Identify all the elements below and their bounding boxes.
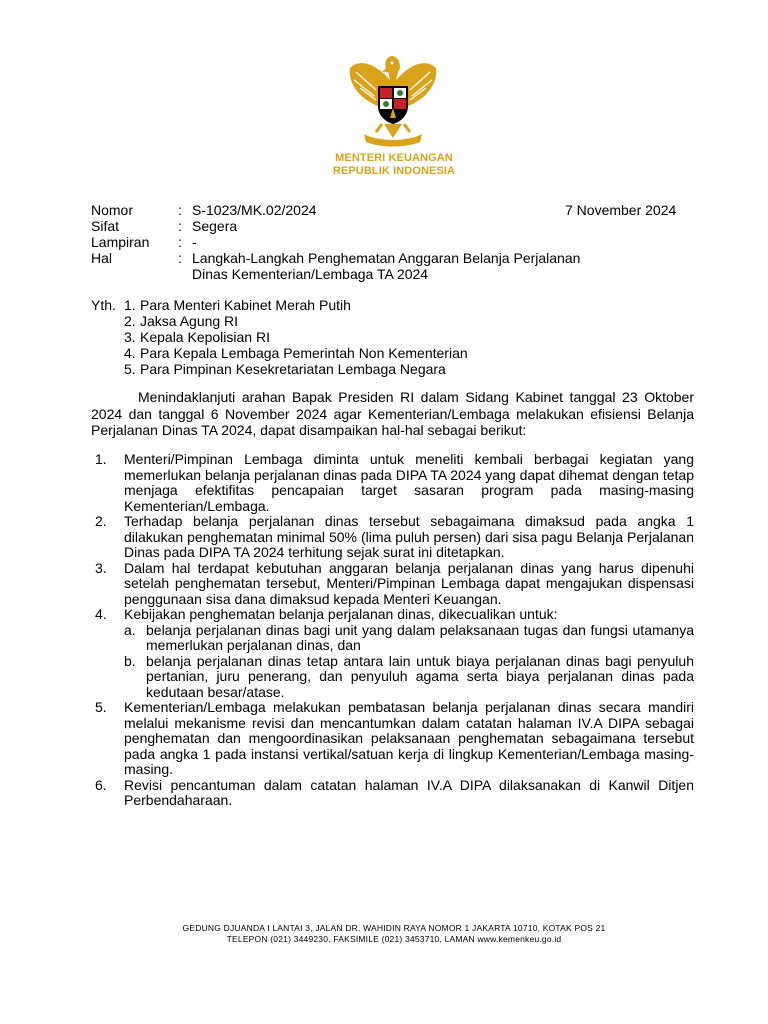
sub-point-letter: b. bbox=[124, 652, 136, 669]
meta-value: - bbox=[192, 234, 197, 250]
footer-address: GEDUNG DJUANDA I LANTAI 3, JALAN DR. WAHIDIN RAYA NOMOR 1 JAKARTA 10710, KOTAK POS 21 bbox=[182, 923, 606, 933]
garuda-emblem-icon bbox=[346, 50, 440, 150]
recipient-list bbox=[91, 297, 468, 377]
recipient-text: Para Menteri Kabinet Merah Putih bbox=[140, 297, 351, 313]
recipient-item bbox=[91, 329, 468, 345]
recipient-number: 1. bbox=[124, 297, 136, 313]
meta-row-hal bbox=[91, 250, 592, 282]
recipient-text: Jaksa Agung RI bbox=[140, 313, 239, 329]
recipient-salutation: Yth. bbox=[91, 297, 116, 313]
intro-paragraph: Menindaklanjuti arahan Bapak Presiden RI dalam Sidang Kabinet tanggal 23 Oktober 2024 dan tanggal 6 November 2024 agar Kementerian/Lembaga melakukan efisiensi Belanja Perjalanan Dinas TA 2024, dapat disampaikan hal-hal sebagai berikut: bbox=[91, 389, 694, 438]
sub-point-text: belanja perjalanan dinas tetap antara lain untuk biaya perjalanan dinas bagi penyuluh pertanian, juru penerang, dan penyuluh agama serta biaya perjalanan dinas pada kedutaan besar/atase. bbox=[146, 652, 694, 700]
point-item bbox=[91, 452, 694, 514]
point-item bbox=[91, 561, 694, 608]
recipient-number: 4. bbox=[124, 345, 136, 361]
recipient-number: 5. bbox=[124, 361, 136, 377]
meta-colon: : bbox=[178, 202, 182, 218]
letterhead-subtitle: REPUBLIK INDONESIA bbox=[332, 165, 456, 177]
point-number: 4. bbox=[95, 606, 107, 622]
sub-point-text: belanja perjalanan dinas bagi unit yang dalam pelaksanaan tugas dan fungsi utamanya memerlukan perjalanan dinas, dan bbox=[146, 621, 694, 653]
letter-date: 7 November 2024 bbox=[565, 202, 677, 218]
point-item bbox=[91, 514, 694, 561]
sub-point-item bbox=[124, 654, 694, 701]
recipient-item bbox=[91, 297, 468, 313]
meta-label: Hal bbox=[91, 250, 113, 266]
sub-point-letter: a. bbox=[124, 621, 136, 638]
recipient-item bbox=[91, 361, 468, 377]
point-text: Kementerian/Lembaga melakukan pembatasan belanja perjalanan dinas secara mandiri melalui mekanisme revisi dan mencantumkan dalam catatan halaman IV.A DIPA sebagai penghematan dan mengoordinasikan pelaksanaan penghematan sebagaimana tersebut pada angka 1 pada instansi vertikal/satuan kerja di lingkup Kementerian/Lembaga masing-masing. bbox=[124, 699, 694, 777]
point-list bbox=[91, 452, 694, 809]
recipient-item bbox=[91, 313, 468, 329]
meta-row-lampiran bbox=[91, 234, 592, 250]
meta-label: Nomor bbox=[91, 202, 134, 218]
point-number: 5. bbox=[95, 699, 107, 715]
meta-value: Segera bbox=[192, 218, 238, 234]
meta-colon: : bbox=[178, 250, 182, 266]
meta-label: Sifat bbox=[91, 218, 120, 234]
footer-contact: TELEPON (021) 3449230, FAKSIMILE (021) 3453710, LAMAN www.kemenkeu.go.id bbox=[226, 934, 562, 944]
meta-colon: : bbox=[178, 218, 182, 234]
letterhead-title: MENTERI KEUANGAN bbox=[335, 152, 453, 164]
meta-value: Langkah-Langkah Penghematan Anggaran Belanja Perjalanan Dinas Kementerian/Lembaga TA 2024 bbox=[192, 250, 581, 282]
point-number: 3. bbox=[95, 559, 107, 576]
point-number: 6. bbox=[95, 776, 107, 793]
point-text: Terhadap belanja perjalanan dinas tersebut sebagaimana dimaksud pada angka 1 dilakukan penghematan minimal 50% (lima puluh persen) dari sisa pagu Belanja Perjalanan Dinas pada DIPA TA 2024 terhitung sejak surat ini ditetapkan. bbox=[124, 513, 694, 560]
letter-meta bbox=[91, 202, 592, 282]
meta-row-sifat bbox=[91, 218, 592, 234]
sub-point-item bbox=[124, 623, 694, 654]
meta-colon: : bbox=[178, 234, 182, 250]
meta-row-nomor bbox=[91, 202, 592, 218]
point-text: Kebijakan penghematan belanja perjalanan dinas, dikecualikan untuk: bbox=[124, 606, 558, 622]
recipient-text: Para Pimpinan Kesekretariatan Lembaga Negara bbox=[140, 361, 446, 377]
point-item bbox=[91, 778, 694, 809]
recipient-text: Kepala Kepolisian RI bbox=[140, 329, 270, 345]
point-number: 2. bbox=[95, 513, 107, 529]
recipient-text: Para Kepala Lembaga Pemerintah Non Kementerian bbox=[140, 345, 468, 361]
meta-value: S-1023/MK.02/2024 bbox=[192, 202, 317, 218]
point-text: Menteri/Pimpinan Lembaga diminta untuk meneliti kembali berbagai kegiatan yang memerlukan belanja perjalanan dinas pada DIPA TA 2024 yang dapat dihemat dengan tetap menjaga efektifitas pencapaian target sasaran program pada masing-masing Kementerian/Lembaga. bbox=[124, 451, 694, 514]
recipient-number: 2. bbox=[124, 313, 136, 329]
recipient-item bbox=[91, 345, 468, 361]
point-item bbox=[91, 607, 694, 700]
point-text: Revisi pencantuman dalam catatan halaman IV.A DIPA dilaksanakan di Kanwil Ditjen Perbendaharaan. bbox=[124, 776, 694, 808]
point-item bbox=[91, 700, 694, 778]
recipient-number: 3. bbox=[124, 329, 136, 345]
point-number: 1. bbox=[95, 451, 107, 467]
meta-label: Lampiran bbox=[91, 234, 150, 250]
point-text: Dalam hal terdapat kebutuhan anggaran belanja perjalanan dinas yang harus dipenuhi setelah penghematan tersebut, Menteri/Pimpinan Lembaga dapat mengajukan dispensasi penggunaan sisa dana dimaksud kepada Menteri Keuangan. bbox=[124, 559, 694, 607]
